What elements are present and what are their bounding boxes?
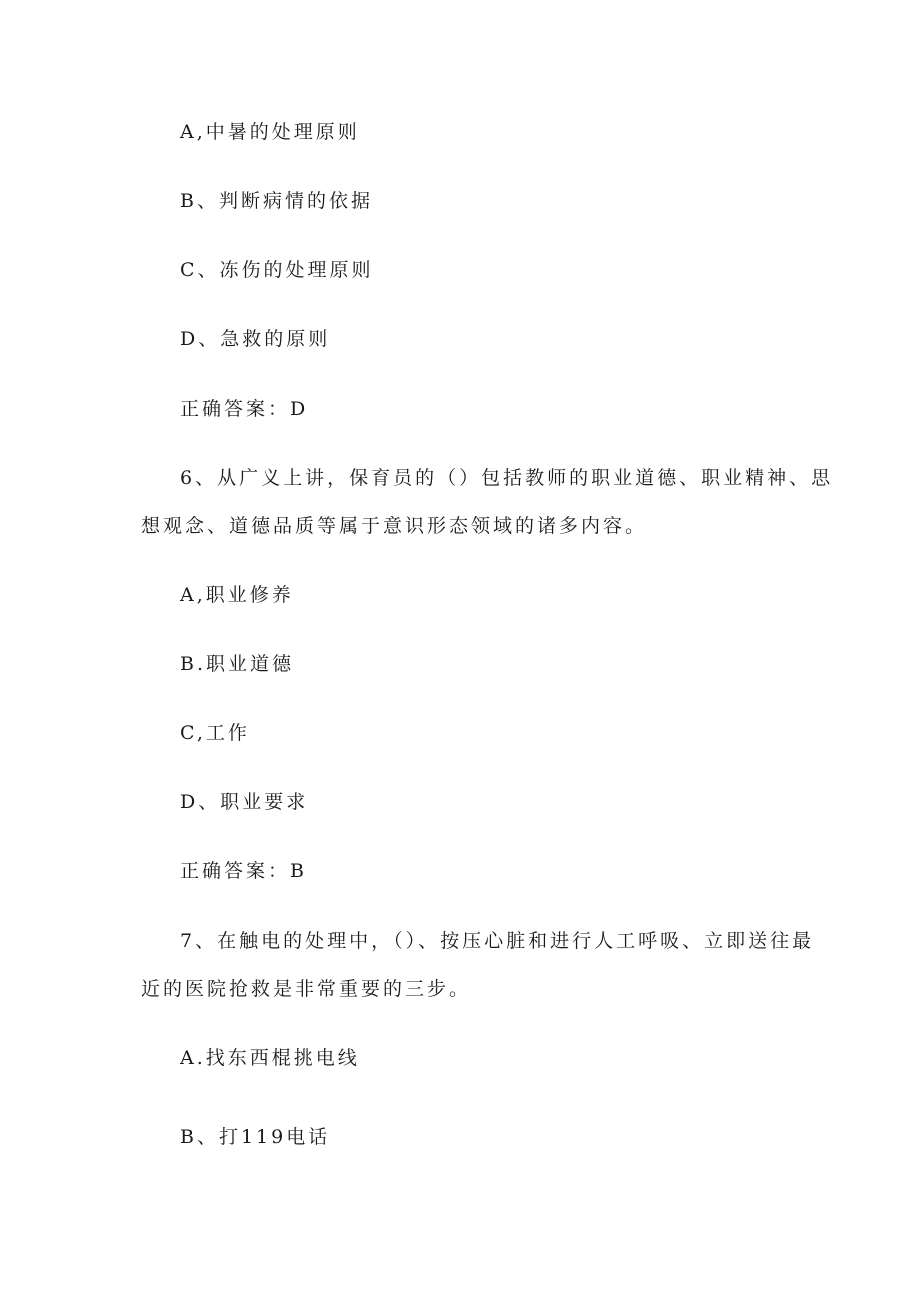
q6-answer: 正确答案：B [180, 860, 307, 882]
q5-option-a: A,中暑的处理原则 [180, 121, 360, 143]
q5-option-b: B、判断病情的依据 [180, 190, 373, 212]
q7-option-b: B、打119电话 [180, 1126, 331, 1148]
q7-stem-line-1: 7、在触电的处理中，（）、按压心脏和进行人工呼吸、立即送往最 [180, 930, 815, 952]
q6-option-a: A,职业修养 [180, 584, 294, 606]
q7-option-a: A.找东西棍挑电线 [180, 1047, 360, 1069]
q6-option-b: B.职业道德 [180, 653, 295, 675]
q6-option-d: D、职业要求 [180, 791, 309, 813]
q5-option-d: D、急救的原则 [180, 328, 331, 350]
q6-option-c: C,工作 [180, 722, 250, 744]
q6-stem-line-2: 想观念、道德品质等属于意识形态领域的诸多内容。 [141, 515, 648, 537]
q6-stem-line-1: 6、从广义上讲，保育员的（）包括教师的职业道德、职业精神、思 [180, 467, 834, 489]
q7-stem-line-2: 近的医院抢救是非常重要的三步。 [141, 978, 472, 1000]
q5-answer: 正确答案：D [180, 398, 309, 420]
q5-option-c: C、冻伤的处理原则 [180, 259, 374, 281]
